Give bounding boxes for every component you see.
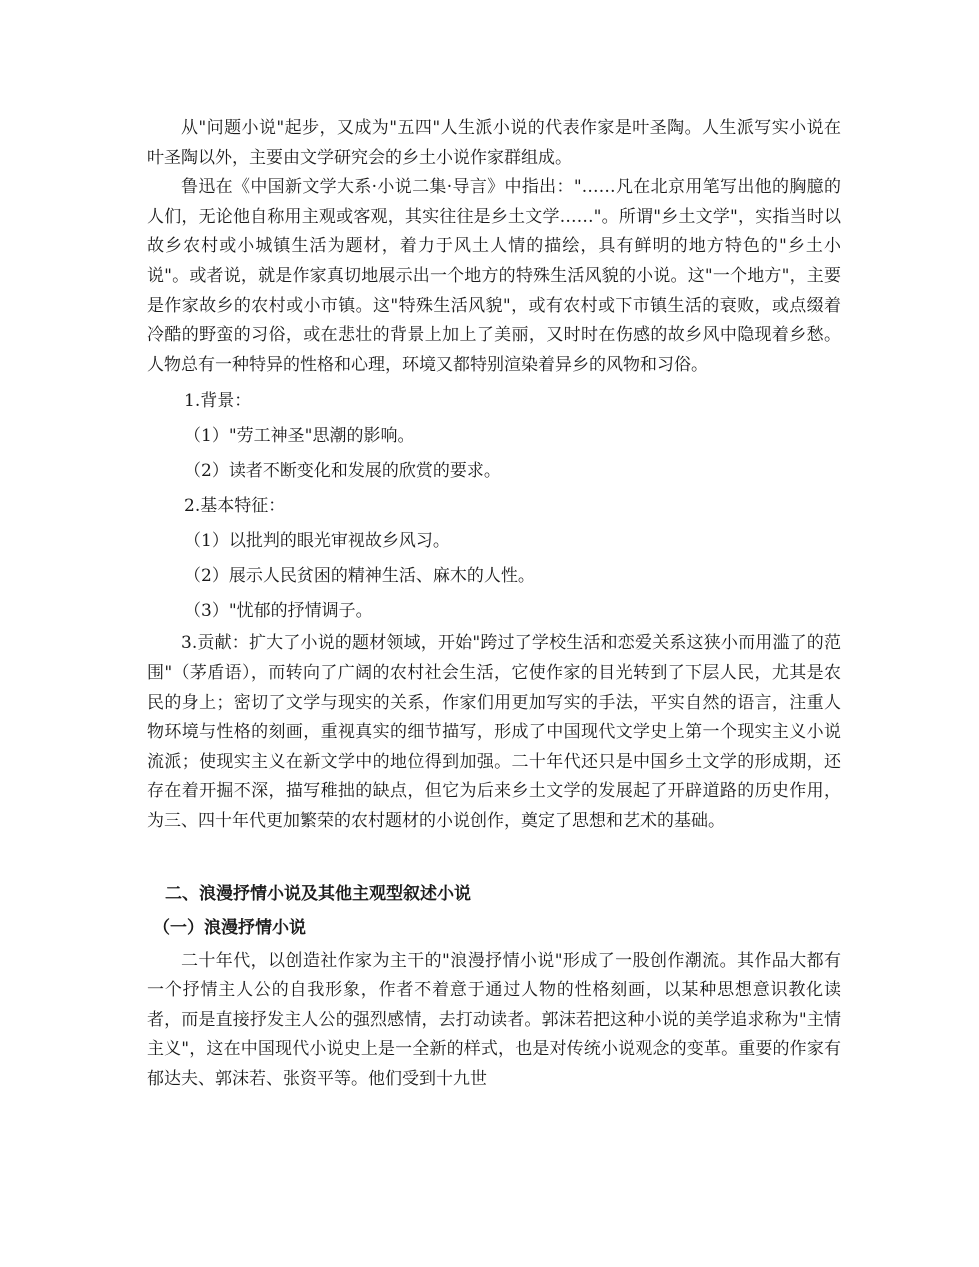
list-item-features-1: （1）以批判的眼光审视故乡风习。 [184, 531, 450, 552]
list-item-features-3: （3）"忧郁的抒情调子。 [184, 601, 373, 622]
list-item-features-2: （2）展示人民贫困的精神生活、麻木的人性。 [184, 566, 535, 587]
subsection-heading-romantic-lyrical-novel: （一）浪漫抒情小说 [153, 917, 306, 938]
list-label-background: 1.背景： [184, 391, 252, 412]
paragraph-problem-novel: 从"问题小说"起步，又成为"五四"人生派小说的代表作家是叶圣陶。人生派写实小说在叶圣陶以外，主要由文学研究会的乡土小说作家群组成。 [147, 118, 841, 168]
document-body [147, 114, 841, 1094]
paragraph-creation-society: 二十年代，以创造社作家为主干的"浪漫抒情小说"形成了一股创作潮流。其作品大都有一个抒情主人公的自我形象，作者不着意于通过人物的性格刻画，以某种思想意识教化读者，而是直接抒发主人公的强烈感情，去打动读者。郭沫若把这种小说的美学追求称为"主情主义"，这在中国现代小说史上是一全新的样式，也是对传统小说观念的变革。重要的作家有郁达夫、郭沫若、张资平等。他们受到十九世 [147, 950, 841, 1089]
paragraph-native-soil-literature: 鲁迅在《中国新文学大系·小说二集·导言》中指出："……凡在北京用笔写出他的胸臆的人们，无论他自称用主观或客观，其实往往是乡土文学……"。所谓"乡土文学"，实指当时以故乡农村或小城镇生活为题材，着力于风土人情的描绘，具有鲜明的地方特色的"乡土小说"。或者说，就是作家真切地展示出一个地方的特殊生活风貌的小说。这"一个地方"，主要是作家故乡的农村或小市镇。这"特殊生活风貌"，或有农村或下市镇生活的衰败，或点缀着冷酷的野蛮的习俗，或在悲壮的背景上加上了美丽，又时时在伤感的故乡风中隐现着乡愁。人物总有一种特异的性格和心理，环境又都特别渲染着异乡的风物和习俗。 [147, 177, 841, 375]
section-heading-romantic-lyrical-novel: 二、浪漫抒情小说及其他主观型叙述小说 [165, 883, 471, 904]
list-label-features: 2.基本特征： [184, 496, 286, 517]
list-item-background-1: （1）"劳工神圣"思潮的影响。 [184, 426, 415, 447]
list-item-background-2: （2）读者不断变化和发展的欣赏的要求。 [184, 461, 501, 482]
paragraph-contribution: 3.贡献：扩大了小说的题材领域，开始"跨过了学校生活和恋爱关系这狭小而用滥了的范围"（茅盾语），而转向了广阔的农村社会生活，它使作家的目光转到了下层人民，尤其是农民的身上；密切了文学与现实的关系，作家们用更加写实的手法，平实自然的语言，注重人物环境与性格的刻画，重视真实的细节描写，形成了中国现代文学史上第一个现实主义小说流派；使现实主义在新文学中的地位得到加强。二十年代还只是中国乡土文学的形成期，还存在着开掘不深，描写稚拙的缺点，但它为后来乡土文学的发展起了开辟道路的历史作用，为三、四十年代更加繁荣的农村题材的小说创作，奠定了思想和艺术的基础。 [147, 633, 841, 831]
